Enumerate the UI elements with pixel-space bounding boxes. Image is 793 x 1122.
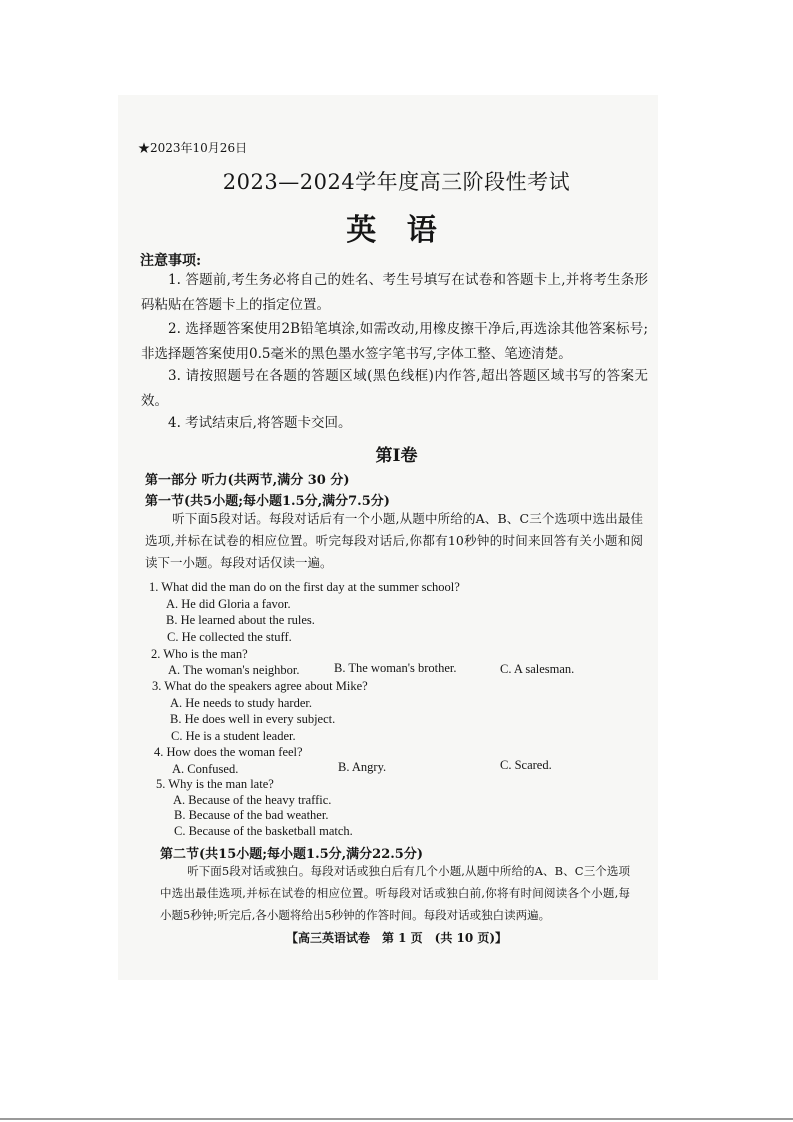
question-stem: 3. What do the speakers agree about Mike? [152,679,368,693]
question-option: A. Because of the heavy traffic. [173,793,332,807]
exam-title: 2023—2024学年度高三阶段性考试 [222,170,571,194]
question-option: B. He learned about the rules. [166,613,315,627]
notice-item: 3. 请按照题号在各题的答题区域(黑色线框)内作答,超出答题区域书写的答案无效。 [141,368,648,409]
section2-heading: 第二节(共15小题;每小题1.5分,满分22.5分) [160,847,423,862]
question-option: C. A salesman. [500,662,575,676]
question-stem: 1. What did the man do on the first day at the summer school? [149,580,460,594]
volume-title: 第I卷 [375,446,418,466]
question-option: A. He did Gloria a favor. [166,597,291,611]
question-option: A. The woman's neighbor. [168,663,300,677]
exam-date: ★2023年10月26日 [138,141,248,155]
question-option: C. Scared. [500,758,552,772]
subject-title: 英 语 [346,213,447,248]
question-stem: 5. Why is the man late? [156,777,274,791]
question-stem: 4. How does the woman feel? [154,745,303,759]
section1-heading: 第一节(共5小题;每小题1.5分,满分7.5分) [145,494,390,509]
question-option: C. He collected the stuff. [167,630,292,644]
question-option: C. Because of the basketball match. [174,824,353,838]
question-option: B. Angry. [338,760,387,774]
question-option: A. He needs to study harder. [170,696,312,710]
notice-item: 2. 选择题答案使用2B铅笔填涂,如需改动,用橡皮擦干净后,再选涂其他答案标号;非选择题答案使用0.5毫米的黑色墨水签字笔书写,字体工整、笔迹清楚。 [141,321,648,362]
divider [0,1118,793,1120]
question-option: B. The woman's brother. [334,661,457,675]
section2-instructions: 听下面5段对话或独白。每段对话或独白后有几个小题,从题中所给的A、B、C三个选项中选出最佳选项,并标在试卷的相应位置。听每段对话或独白前,你将有时间阅读各个小题,每小题5秒钟;听完后,各小题将给出5秒钟的作答时间。每段对话或独白读两遍。 [160,864,630,922]
notice-item: 1. 答题前,考生务必将自己的姓名、考生号填写在试卷和答题卡上,并将考生条形码粘贴在答题卡上的指定位置。 [141,272,648,313]
section1-instructions: 听下面5段对话。每段对话后有一个小题,从题中所给的A、B、C三个选项中选出最佳选项,并标在试卷的相应位置。听完每段对话后,你都有10秒钟的时间来回答有关小题和阅读下一小题。每段对话仅读一遍。 [145,511,643,570]
notice-item: 4. 考试结束后,将答题卡交回。 [168,415,352,431]
page-footer: 【高三英语试卷 第 1 页 (共 10 页)】 [285,931,508,945]
question-option: B. Because of the bad weather. [174,808,329,822]
question-stem: 2. Who is the man? [151,647,248,661]
question-option: C. He is a student leader. [171,729,296,743]
question-option: A. Confused. [172,762,239,776]
notice-heading: 注意事项: [140,253,202,269]
part1-heading: 第一部分 听力(共两节,满分 30 分) [145,473,350,488]
question-option: B. He does well in every subject. [170,712,336,726]
